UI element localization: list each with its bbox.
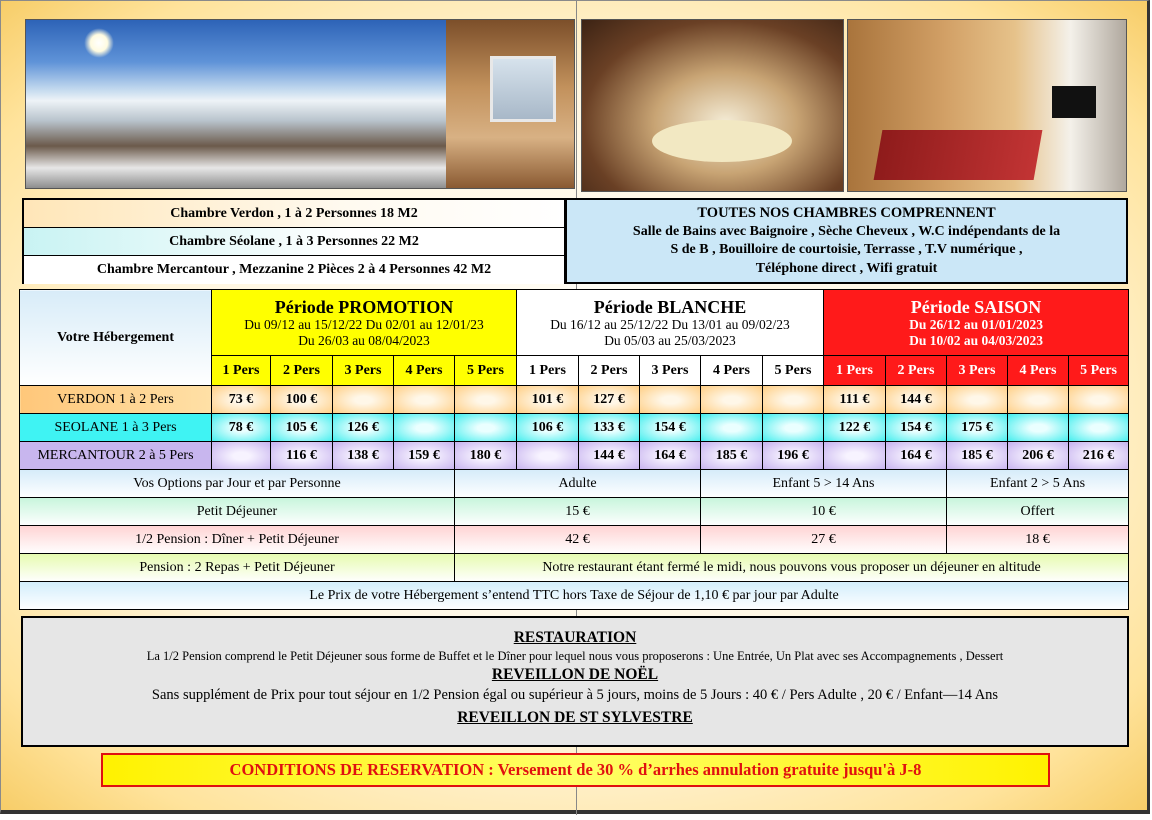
tax-row	[20, 582, 1129, 610]
price-cell	[455, 386, 517, 414]
option-breakfast-row	[20, 498, 1129, 526]
price-cell: 100 €	[271, 386, 333, 414]
restauration-text: La 1/2 Pension comprend le Petit Déjeuner sous forme de Buffet et le Dîner pour lequel nous vous proposerons : Une Entrée, Un Plat avec ses Accompagnements , Dessert	[146, 649, 1004, 663]
wooden-balcony	[446, 20, 574, 188]
restauration-title: RESTAURATION	[513, 629, 637, 646]
price-cell: 111 €	[824, 386, 886, 414]
pers-col-header: 5 Pers	[455, 356, 517, 386]
price-cell	[212, 442, 271, 470]
restaurant-note: Notre restaurant étant fermé le midi, nous pouvons vous proposer un déjeuner en altitude	[455, 554, 1129, 582]
price-cell: 105 €	[271, 414, 333, 442]
amenities-line: Téléphone direct , Wifi gratuit	[755, 260, 938, 276]
options-col-child-2-5: Enfant 2 > 5 Ans	[947, 470, 1129, 498]
pers-col-header: 3 Pers	[947, 356, 1008, 386]
pers-col-header: 5 Pers	[1069, 356, 1129, 386]
options-col-child-5-14: Enfant 5 > 14 Ans	[701, 470, 947, 498]
price-cell	[333, 386, 394, 414]
pers-col-header: 2 Pers	[886, 356, 947, 386]
pers-col-header: 1 Pers	[517, 356, 579, 386]
row-label: VERDON 1 à 2 Pers	[20, 386, 212, 414]
option-price: 18 €	[947, 526, 1129, 554]
pers-col-header: 5 Pers	[763, 356, 824, 386]
price-cell: 164 €	[640, 442, 701, 470]
price-cell	[824, 442, 886, 470]
reveillon-noel-title: REVEILLON DE NOËL	[491, 666, 659, 683]
price-cell	[701, 414, 763, 442]
pers-col-header: 2 Pers	[579, 356, 640, 386]
price-cell: 180 €	[455, 442, 517, 470]
price-cell	[394, 386, 455, 414]
pers-col-header: 1 Pers	[824, 356, 886, 386]
accommodation-header: Votre Hébergement	[20, 290, 212, 386]
option-half-board-row	[20, 526, 1129, 554]
price-cell: 196 €	[763, 442, 824, 470]
restaurant-photo	[581, 19, 844, 192]
period-dates: Du 05/03 au 25/03/2023	[604, 332, 736, 348]
price-cell	[701, 386, 763, 414]
price-cell: 164 €	[886, 442, 947, 470]
options-header-row	[20, 470, 1129, 498]
options-col-adult: Adulte	[455, 470, 701, 498]
room-amenities	[566, 198, 1128, 284]
room-list	[22, 198, 566, 284]
price-cell	[640, 386, 701, 414]
price-cell: 144 €	[886, 386, 947, 414]
price-cell	[763, 386, 824, 414]
period-title: Période PROMOTION	[274, 296, 454, 317]
pers-col-header: 4 Pers	[701, 356, 763, 386]
period-blanche	[517, 290, 824, 356]
price-cell: 185 €	[701, 442, 763, 470]
balcony-window	[490, 56, 556, 122]
price-cell: 185 €	[947, 442, 1008, 470]
price-cell: 122 €	[824, 414, 886, 442]
price-cell: 144 €	[579, 442, 640, 470]
amenities-title: TOUTES NOS CHAMBRES COMPRENNENT	[697, 205, 996, 221]
pers-col-header: 2 Pers	[271, 356, 333, 386]
price-cell	[1008, 414, 1069, 442]
pers-col-header: 4 Pers	[394, 356, 455, 386]
restauration-box	[21, 616, 1129, 747]
price-cell: 106 €	[517, 414, 579, 442]
price-cell: 126 €	[333, 414, 394, 442]
room-verdon: Chambre Verdon , 1 à 2 Personnes 18 M2	[24, 200, 564, 228]
option-label: 1/2 Pension : Dîner + Petit Déjeuner	[20, 526, 455, 554]
price-cell: 206 €	[1008, 442, 1069, 470]
price-cell	[394, 414, 455, 442]
price-cell	[1008, 386, 1069, 414]
tariff-table	[19, 289, 1129, 610]
mountain-village-photo	[25, 19, 575, 189]
price-cell: 116 €	[271, 442, 333, 470]
sun-glare	[84, 28, 114, 58]
option-price: 27 €	[701, 526, 947, 554]
option-full-board-row	[20, 554, 1129, 582]
pers-col-header: 4 Pers	[1008, 356, 1069, 386]
price-cell	[517, 442, 579, 470]
period-title: Période SAISON	[910, 296, 1042, 317]
pers-col-header: 3 Pers	[333, 356, 394, 386]
price-cell: 127 €	[579, 386, 640, 414]
price-cell: 73 €	[212, 386, 271, 414]
price-cell	[947, 386, 1008, 414]
period-dates: Du 26/03 au 08/04/2023	[298, 332, 430, 348]
option-price: Offert	[947, 498, 1129, 526]
options-title: Vos Options par Jour et par Personne	[20, 470, 455, 498]
option-price: 10 €	[701, 498, 947, 526]
period-saison	[824, 290, 1129, 356]
tariff-row-mercantour	[20, 442, 1129, 470]
reveillon-sylvestre-title: REVEILLON DE ST SYLVESTRE	[457, 709, 693, 726]
tariff-row-seolane	[20, 414, 1129, 442]
tariff-row-verdon	[20, 386, 1129, 414]
reservation-conditions: CONDITIONS DE RESERVATION : Versement de 30 % d’arrhes annulation gratuite jusqu'à J-8	[101, 753, 1050, 787]
price-cell: 175 €	[947, 414, 1008, 442]
room-seolane: Chambre Séolane , 1 à 3 Personnes 22 M2	[24, 228, 564, 256]
row-label: MERCANTOUR 2 à 5 Pers	[20, 442, 212, 470]
reveillon-noel-text: Sans supplément de Prix pour tout séjour en 1/2 Pension égal ou supérieur à 5 jours, moins de 5 Jours : 40 € / Pers Adulte , 20 € / Enfant—14 Ans	[151, 687, 999, 703]
period-dates: Du 09/12 au 15/12/22 Du 02/01 au 12/01/23	[244, 316, 484, 332]
option-label: Petit Déjeuner	[20, 498, 455, 526]
pers-col-header: 3 Pers	[640, 356, 701, 386]
price-cell	[1069, 414, 1129, 442]
amenities-line: Salle de Bains avec Baignoire , Sèche Cheveux , W.C indépendants de la	[632, 223, 1061, 239]
price-cell	[455, 414, 517, 442]
period-title: Période BLANCHE	[593, 296, 747, 317]
tax-note: Le Prix de votre Hébergement s’entend TTC hors Taxe de Séjour de 1,10 € par jour par Adulte	[20, 582, 1129, 610]
bed	[874, 130, 1043, 180]
price-cell: 101 €	[517, 386, 579, 414]
period-dates: Du 16/12 au 25/12/22 Du 13/01 au 09/02/23	[550, 316, 790, 332]
price-cell: 154 €	[886, 414, 947, 442]
price-cell: 78 €	[212, 414, 271, 442]
price-cell: 138 €	[333, 442, 394, 470]
room-mercantour: Chambre Mercantour , Mezzanine 2 Pièces 2 à 4 Personnes 42 M2	[24, 256, 564, 284]
price-cell: 133 €	[579, 414, 640, 442]
price-cell: 159 €	[394, 442, 455, 470]
option-label: Pension : 2 Repas + Petit Déjeuner	[20, 554, 455, 582]
period-promotion	[212, 290, 517, 356]
price-cell: 216 €	[1069, 442, 1129, 470]
pers-col-header: 1 Pers	[212, 356, 271, 386]
price-cell	[763, 414, 824, 442]
price-cell	[1069, 386, 1129, 414]
option-price: 42 €	[455, 526, 701, 554]
period-dates: Du 26/12 au 01/01/2023	[909, 316, 1043, 332]
bedroom-photo	[847, 19, 1127, 192]
tv-icon	[1052, 86, 1096, 118]
option-price: 15 €	[455, 498, 701, 526]
dining-table	[652, 120, 792, 162]
price-cell: 154 €	[640, 414, 701, 442]
row-label: SEOLANE 1 à 3 Pers	[20, 414, 212, 442]
period-dates: Du 10/02 au 04/03/2023	[909, 332, 1043, 348]
amenities-line: S de B , Bouilloire de courtoisie, Terrasse , T.V numérique ,	[670, 242, 1023, 257]
